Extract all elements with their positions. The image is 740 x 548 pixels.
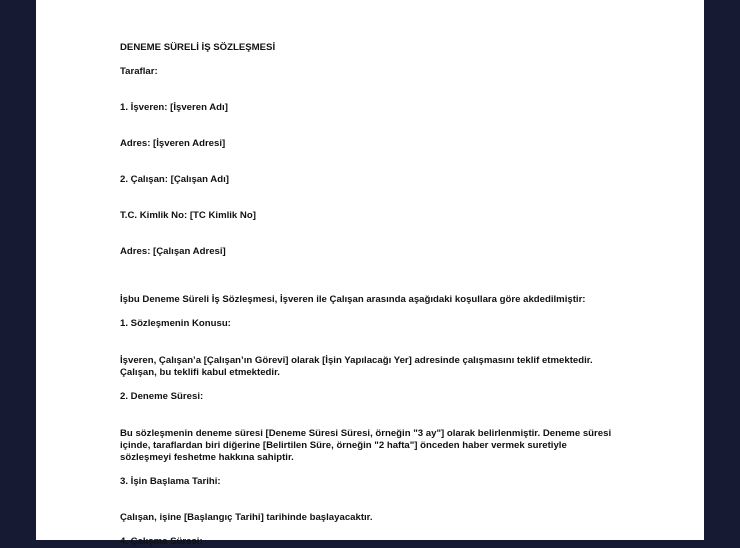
section-4-heading: 4. Çalışma Süresi: [120, 536, 203, 547]
section-2-line-2: içinde, taraflardan biri diğerine [Belirtilen Süre, örneğin "2 hafta"] önceden haber vermek suretiyle [120, 440, 567, 451]
section-3-text: Çalışan, işine [Başlangıç Tarihi] tarihinde başlayacaktır. [120, 512, 373, 523]
section-3-heading: 3. İşin Başlama Tarihi: [120, 476, 221, 487]
parties-heading: Taraflar: [120, 66, 158, 77]
employee-line: 2. Çalışan: [Çalışan Adı] [120, 174, 229, 185]
tc-id-line: T.C. Kimlik No: [TC Kimlik No] [120, 210, 256, 221]
employee-address-line: Adres: [Çalışan Adresi] [120, 246, 226, 257]
document-title: DENEME SÜRELİ İŞ SÖZLEŞMESİ [120, 42, 276, 53]
employer-address-line: Adres: [İşveren Adresi] [120, 138, 226, 149]
section-2-heading: 2. Deneme Süresi: [120, 391, 204, 402]
section-2-line-3: sözleşmeyi feshetme hakkına sahiptir. [120, 452, 294, 463]
section-1-heading: 1. Sözleşmenin Konusu: [120, 318, 231, 329]
employer-line: 1. İşveren: [İşveren Adı] [120, 102, 228, 113]
section-1-line-2: Çalışan, bu teklifi kabul etmektedir. [120, 367, 280, 378]
section-1-line-1: İşveren, Çalışan’a [Çalışan’ın Görevi] olarak [İşin Yapılacağı Yer] adresinde çalışmasını teklif etmektedir. [120, 355, 593, 366]
document-page [36, 0, 704, 547]
section-2-line-1: Bu sözleşmenin deneme süresi [Deneme Süresi Süresi, örneğin "3 ay"] olarak belirlenmiştir. Deneme süresi [120, 428, 612, 439]
intro-paragraph: İşbu Deneme Süreli İş Sözleşmesi, İşveren ile Çalışan arasında aşağıdaki koşullara göre akdedilmiştir: [120, 294, 586, 305]
